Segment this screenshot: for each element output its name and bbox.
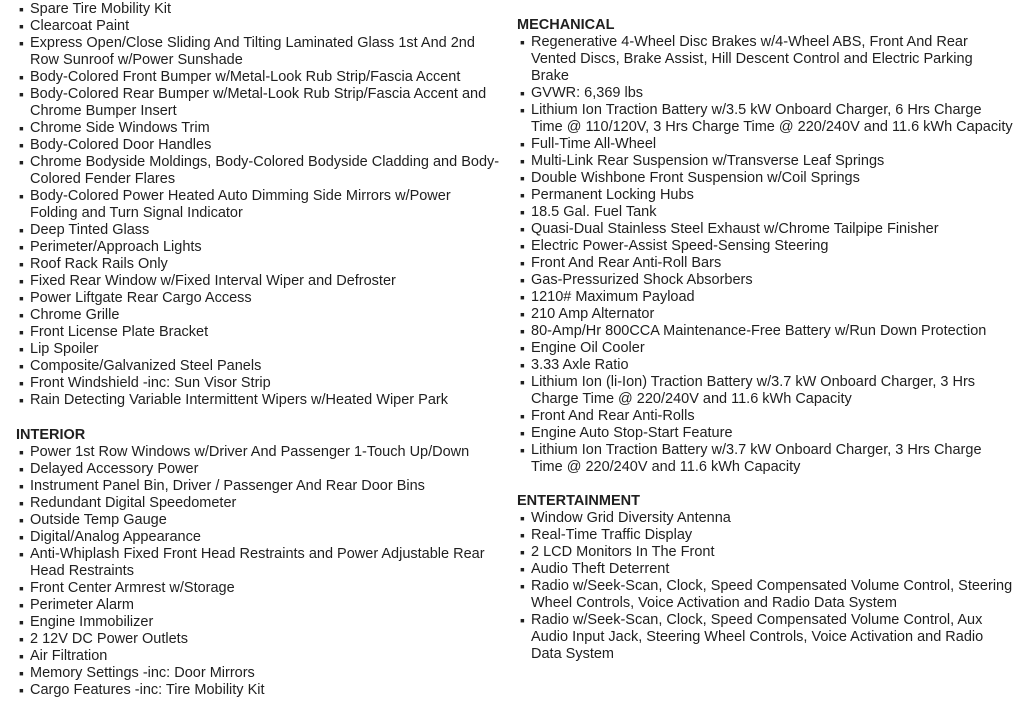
list-item-text: Body-Colored Power Heated Auto Dimming Side Mirrors w/Power Folding and Turn Signal Indicator <box>30 188 451 221</box>
list-item-text: Composite/Galvanized Steel Panels <box>30 358 262 374</box>
right-column <box>517 0 1013 663</box>
entertainment-feature-list <box>517 510 1013 663</box>
bullet-icon: ▪ <box>19 580 24 596</box>
list-item-text: Gas-Pressurized Shock Absorbers <box>531 272 753 288</box>
bullet-icon: ▪ <box>520 34 525 50</box>
list-item <box>517 527 1013 544</box>
list-item <box>517 306 1013 323</box>
list-item <box>517 374 1013 408</box>
bullet-icon: ▪ <box>19 222 24 238</box>
list-item <box>16 86 502 120</box>
bullet-icon: ▪ <box>520 102 525 118</box>
list-item-text: Chrome Bodyside Moldings, Body-Colored Bodyside Cladding and Body-Colored Fender Flares <box>30 154 500 187</box>
list-item-text: Multi-Link Rear Suspension w/Transverse Leaf Springs <box>531 153 885 169</box>
bullet-icon: ▪ <box>19 341 24 357</box>
mechanical-heading: MECHANICAL <box>517 17 615 33</box>
list-item <box>16 478 502 495</box>
bullet-icon: ▪ <box>520 340 525 356</box>
list-item <box>16 137 502 154</box>
list-item <box>16 273 502 290</box>
interior-feature-list <box>16 444 502 699</box>
bullet-icon: ▪ <box>520 323 525 339</box>
list-item <box>16 631 502 648</box>
list-item <box>517 85 1013 102</box>
bullet-icon: ▪ <box>520 204 525 220</box>
bullet-icon: ▪ <box>19 597 24 613</box>
list-item-text: 18.5 Gal. Fuel Tank <box>531 204 657 220</box>
list-item <box>16 495 502 512</box>
bullet-icon: ▪ <box>520 544 525 560</box>
list-item <box>16 529 502 546</box>
list-item-text: Deep Tinted Glass <box>30 222 150 238</box>
bullet-icon: ▪ <box>19 529 24 545</box>
bullet-icon: ▪ <box>520 612 525 628</box>
bullet-icon: ▪ <box>19 461 24 477</box>
list-item <box>16 18 502 35</box>
list-item-text: Electric Power-Assist Speed-Sensing Steering <box>531 238 829 254</box>
list-item-text: Perimeter/Approach Lights <box>30 239 202 255</box>
bullet-icon: ▪ <box>19 18 24 34</box>
list-item-text: 3.33 Axle Ratio <box>531 357 629 373</box>
bullet-icon: ▪ <box>19 512 24 528</box>
list-item <box>517 408 1013 425</box>
list-item <box>517 221 1013 238</box>
list-item-text: Spare Tire Mobility Kit <box>30 1 172 17</box>
bullet-icon: ▪ <box>19 631 24 647</box>
bullet-icon: ▪ <box>520 510 525 526</box>
bullet-icon: ▪ <box>19 69 24 85</box>
mechanical-feature-list <box>517 34 1013 476</box>
list-item <box>16 324 502 341</box>
list-item-text: Front And Rear Anti-Rolls <box>531 408 695 424</box>
list-item <box>517 204 1013 221</box>
interior-section <box>16 427 502 699</box>
bullet-icon: ▪ <box>19 239 24 255</box>
list-item-text: Body-Colored Front Bumper w/Metal-Look Rub Strip/Fascia Accent <box>30 69 461 85</box>
list-item-text: Radio w/Seek-Scan, Clock, Speed Compensated Volume Control, Aux Audio Input Jack, Steering Wheel Controls, Voice Activation and Radio Data System <box>531 612 984 662</box>
list-item-text: Front And Rear Anti-Roll Bars <box>531 255 722 271</box>
list-item-text: Power 1st Row Windows w/Driver And Passenger 1-Touch Up/Down <box>30 444 470 460</box>
list-item-text: Radio w/Seek-Scan, Clock, Speed Compensated Volume Control, Steering Wheel Controls, Voice Activation and Radio Data System <box>531 578 1013 611</box>
bullet-icon: ▪ <box>520 357 525 373</box>
list-item-text: Express Open/Close Sliding And Tilting Laminated Glass 1st And 2nd Row Sunroof w/Power Sunshade <box>30 35 475 68</box>
list-item <box>16 392 502 409</box>
list-item <box>16 239 502 256</box>
bullet-icon: ▪ <box>19 648 24 664</box>
list-item <box>517 578 1013 612</box>
list-item-text: 80-Amp/Hr 800CCA Maintenance-Free Battery w/Run Down Protection <box>531 323 987 339</box>
list-item-text: Power Liftgate Rear Cargo Access <box>30 290 252 306</box>
bullet-icon: ▪ <box>520 289 525 305</box>
list-item <box>16 222 502 239</box>
list-item-text: Front License Plate Bracket <box>30 324 209 340</box>
bullet-icon: ▪ <box>19 273 24 289</box>
list-item-text: Regenerative 4-Wheel Disc Brakes w/4-Wheel ABS, Front And Rear Vented Discs, Brake Assist, Hill Descent Control and Electric Parking Brake <box>531 34 973 84</box>
list-item <box>517 561 1013 578</box>
bullet-icon: ▪ <box>520 153 525 169</box>
bullet-icon: ▪ <box>19 324 24 340</box>
bullet-icon: ▪ <box>19 444 24 460</box>
bullet-icon: ▪ <box>19 137 24 153</box>
bullet-icon: ▪ <box>19 307 24 323</box>
list-item-text: Engine Oil Cooler <box>531 340 645 356</box>
bullet-icon: ▪ <box>19 546 24 562</box>
bullet-icon: ▪ <box>520 85 525 101</box>
list-item <box>16 307 502 324</box>
list-item <box>517 34 1013 85</box>
list-item <box>16 375 502 392</box>
list-item-text: Fixed Rear Window w/Fixed Interval Wiper and Defroster <box>30 273 396 289</box>
list-item-text: Delayed Accessory Power <box>30 461 199 477</box>
list-item <box>517 357 1013 374</box>
list-item <box>517 289 1013 306</box>
list-item <box>16 444 502 461</box>
list-item-text: Lithium Ion Traction Battery w/3.7 kW Onboard Charger, 3 Hrs Charge Time @ 220/240V and 11.6 kWh Capacity <box>531 442 982 475</box>
mechanical-section <box>517 17 1013 476</box>
bullet-icon: ▪ <box>520 170 525 186</box>
bullet-icon: ▪ <box>520 238 525 254</box>
list-item <box>517 187 1013 204</box>
entertainment-heading: ENTERTAINMENT <box>517 493 640 509</box>
list-item <box>16 290 502 307</box>
bullet-icon: ▪ <box>520 578 525 594</box>
list-item-text: Redundant Digital Speedometer <box>30 495 237 511</box>
list-item-text: Roof Rack Rails Only <box>30 256 168 272</box>
bullet-icon: ▪ <box>19 256 24 272</box>
list-item <box>16 1 502 18</box>
list-item <box>16 341 502 358</box>
list-item <box>16 597 502 614</box>
bullet-icon: ▪ <box>520 442 525 458</box>
list-item <box>517 136 1013 153</box>
bullet-icon: ▪ <box>19 188 24 204</box>
bullet-icon: ▪ <box>520 425 525 441</box>
list-item <box>16 188 502 222</box>
bullet-icon: ▪ <box>19 614 24 630</box>
list-item-text: Instrument Panel Bin, Driver / Passenger And Rear Door Bins <box>30 478 425 494</box>
bullet-icon: ▪ <box>520 408 525 424</box>
list-item-text: Outside Temp Gauge <box>30 512 167 528</box>
bullet-icon: ▪ <box>19 392 24 408</box>
list-item-text: Front Windshield -inc: Sun Visor Strip <box>30 375 271 391</box>
list-item-text: Chrome Grille <box>30 307 120 323</box>
list-item <box>517 153 1013 170</box>
bullet-icon: ▪ <box>19 86 24 102</box>
list-item-text: Audio Theft Deterrent <box>531 561 670 577</box>
list-item <box>517 238 1013 255</box>
list-item <box>16 69 502 86</box>
list-item <box>16 665 502 682</box>
list-item-text: Clearcoat Paint <box>30 18 130 34</box>
list-item <box>16 648 502 665</box>
list-item-text: Lip Spoiler <box>30 341 99 357</box>
entertainment-section <box>517 493 1013 663</box>
bullet-icon: ▪ <box>520 306 525 322</box>
list-item-text: GVWR: 6,369 lbs <box>531 85 644 101</box>
list-item <box>517 544 1013 561</box>
list-item <box>517 272 1013 289</box>
bullet-icon: ▪ <box>520 136 525 152</box>
list-item-text: Front Center Armrest w/Storage <box>30 580 235 596</box>
list-item-text: Perimeter Alarm <box>30 597 134 613</box>
list-item-text: Chrome Side Windows Trim <box>30 120 210 136</box>
list-item-text: Lithium Ion Traction Battery w/3.5 kW Onboard Charger, 6 Hrs Charge Time @ 110/120V, 3 Hrs Charge Time @ 220/240V and 11.6 kWh Capacity <box>531 102 1013 135</box>
list-item <box>16 580 502 597</box>
list-item-text: Anti-Whiplash Fixed Front Head Restraints and Power Adjustable Rear Head Restraints <box>30 546 485 579</box>
list-item <box>517 510 1013 527</box>
list-item <box>16 512 502 529</box>
bullet-icon: ▪ <box>19 478 24 494</box>
list-item <box>517 323 1013 340</box>
bullet-icon: ▪ <box>19 35 24 51</box>
list-item-text: Window Grid Diversity Antenna <box>531 510 731 526</box>
bullet-icon: ▪ <box>520 272 525 288</box>
list-item-text: Air Filtration <box>30 648 108 664</box>
bullet-icon: ▪ <box>520 561 525 577</box>
left-column <box>16 0 502 699</box>
bullet-icon: ▪ <box>520 527 525 543</box>
exterior-section <box>16 1 502 409</box>
bullet-icon: ▪ <box>19 495 24 511</box>
interior-heading: INTERIOR <box>16 427 86 443</box>
list-item-text: Digital/Analog Appearance <box>30 529 201 545</box>
list-item <box>517 170 1013 187</box>
list-item <box>517 102 1013 136</box>
list-item <box>517 612 1013 663</box>
bullet-icon: ▪ <box>19 375 24 391</box>
list-item <box>16 614 502 631</box>
list-item-text: Rain Detecting Variable Intermittent Wipers w/Heated Wiper Park <box>30 392 448 408</box>
list-item-text: Cargo Features -inc: Tire Mobility Kit <box>30 682 265 698</box>
list-item-text: Body-Colored Rear Bumper w/Metal-Look Rub Strip/Fascia Accent and Chrome Bumper Insert <box>30 86 487 119</box>
bullet-icon: ▪ <box>19 1 24 17</box>
list-item-text: Full-Time All-Wheel <box>531 136 657 152</box>
list-item <box>517 340 1013 357</box>
list-item-text: 210 Amp Alternator <box>531 306 655 322</box>
list-item <box>16 120 502 137</box>
list-item-text: Lithium Ion (li-Ion) Traction Battery w/3.7 kW Onboard Charger, 3 Hrs Charge Time @ 220/240V and 11.6 kWh Capacity <box>531 374 976 407</box>
list-item <box>16 256 502 273</box>
bullet-icon: ▪ <box>19 682 24 698</box>
list-item <box>16 35 502 69</box>
exterior-feature-list <box>16 1 502 409</box>
bullet-icon: ▪ <box>19 665 24 681</box>
list-item-text: Double Wishbone Front Suspension w/Coil Springs <box>531 170 860 186</box>
bullet-icon: ▪ <box>19 120 24 136</box>
list-item-text: Memory Settings -inc: Door Mirrors <box>30 665 255 681</box>
list-item-text: 2 12V DC Power Outlets <box>30 631 188 647</box>
list-item <box>16 682 502 699</box>
list-item-text: Permanent Locking Hubs <box>531 187 694 203</box>
list-item-text: 1210# Maximum Payload <box>531 289 695 305</box>
bullet-icon: ▪ <box>520 187 525 203</box>
bullet-icon: ▪ <box>520 221 525 237</box>
list-item <box>16 546 502 580</box>
bullet-icon: ▪ <box>520 374 525 390</box>
list-item <box>16 461 502 478</box>
list-item-text: Engine Auto Stop-Start Feature <box>531 425 733 441</box>
bullet-icon: ▪ <box>520 255 525 271</box>
list-item-text: 2 LCD Monitors In The Front <box>531 544 715 560</box>
list-item <box>517 425 1013 442</box>
list-item-text: Body-Colored Door Handles <box>30 137 212 153</box>
bullet-icon: ▪ <box>19 358 24 374</box>
list-item <box>517 255 1013 272</box>
list-item-text: Real-Time Traffic Display <box>531 527 693 543</box>
list-item <box>16 154 502 188</box>
list-item-text: Quasi-Dual Stainless Steel Exhaust w/Chrome Tailpipe Finisher <box>531 221 939 237</box>
list-item <box>517 442 1013 476</box>
bullet-icon: ▪ <box>19 154 24 170</box>
list-item-text: Engine Immobilizer <box>30 614 154 630</box>
bullet-icon: ▪ <box>19 290 24 306</box>
list-item <box>16 358 502 375</box>
